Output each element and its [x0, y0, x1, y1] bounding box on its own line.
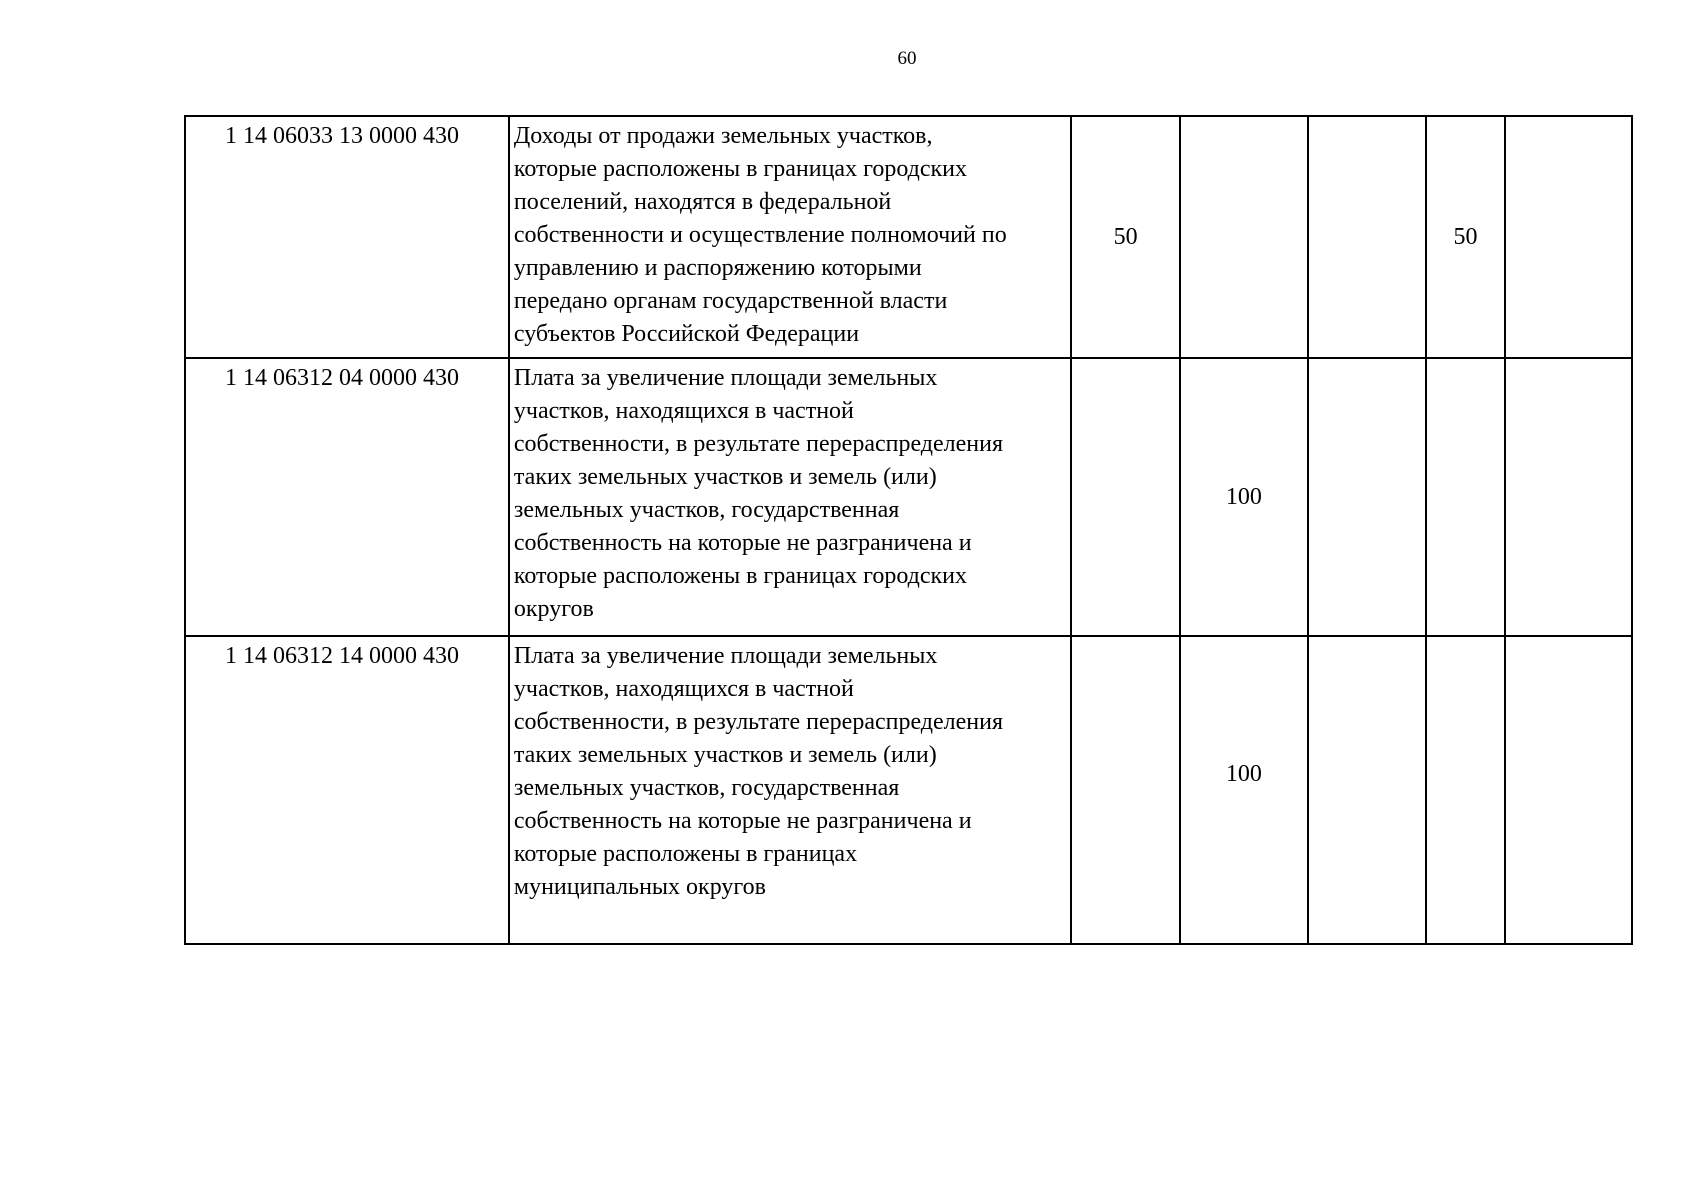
description-line: собственность на которые не разграничена и — [513, 530, 972, 556]
value-cell-4: 50 — [1426, 116, 1504, 358]
description-line: Плата за увеличение площади земельных — [513, 365, 938, 391]
value-cell-3 — [1308, 116, 1426, 358]
description-line: которые расположены в границах городских — [513, 563, 967, 589]
table-row — [185, 358, 1632, 636]
page-number: 60 — [897, 48, 917, 69]
description-line: земельных участков, государственная — [513, 497, 900, 523]
value-cell-5 — [1505, 636, 1632, 944]
description-line: собственности, в результате перераспределения — [513, 709, 1004, 735]
table-row — [185, 636, 1632, 944]
value-cell-5 — [1505, 358, 1632, 636]
description-cell — [509, 116, 1072, 358]
description-line: таких земельных участков и земель (или) — [513, 742, 937, 768]
description-line: собственности, в результате перераспределения — [513, 431, 1004, 457]
budget-code-cell: 1 14 06312 14 0000 430 — [185, 636, 509, 944]
value-cell-2: 100 — [1180, 636, 1308, 944]
value-cell-2 — [1180, 116, 1308, 358]
description-line: управлению и распоряжению которыми — [513, 255, 922, 281]
value-cell-4 — [1426, 358, 1504, 636]
description-line: Плата за увеличение площади земельных — [513, 643, 938, 669]
description-line: передано органам государственной власти — [513, 288, 948, 314]
description-line: которые расположены в границах — [513, 841, 858, 867]
budget-code-cell: 1 14 06312 04 0000 430 — [185, 358, 509, 636]
value-cell-1 — [1071, 358, 1179, 636]
value-cell-5 — [1505, 116, 1632, 358]
description-line: округов — [513, 596, 594, 622]
value-cell-1 — [1071, 636, 1179, 944]
value-cell-3 — [1308, 636, 1426, 944]
description-line: Доходы от продажи земельных участков, — [513, 123, 933, 149]
value-cell-3 — [1308, 358, 1426, 636]
description-line: собственность на которые не разграничена и — [513, 808, 972, 834]
description-line: которые расположены в границах городских — [513, 156, 967, 182]
description-line: поселений, находятся в федеральной — [513, 189, 892, 215]
description-cell — [509, 358, 1072, 636]
value-cell-4 — [1426, 636, 1504, 944]
value-cell-1: 50 — [1071, 116, 1179, 358]
description-line: собственности и осуществление полномочий по — [513, 222, 1007, 248]
description-line: субъектов Российской Федерации — [513, 321, 860, 347]
description-line: земельных участков, государственная — [513, 775, 900, 801]
description-line: таких земельных участков и земель (или) — [513, 464, 937, 490]
description-line: участков, находящихся в частной — [513, 398, 854, 424]
description-line: участков, находящихся в частной — [513, 676, 854, 702]
budget-code-cell: 1 14 06033 13 0000 430 — [185, 116, 509, 358]
revenue-table — [184, 115, 1633, 945]
description-line: муниципальных округов — [513, 874, 766, 900]
table-row — [185, 116, 1632, 358]
value-cell-2: 100 — [1180, 358, 1308, 636]
description-cell — [509, 636, 1072, 944]
